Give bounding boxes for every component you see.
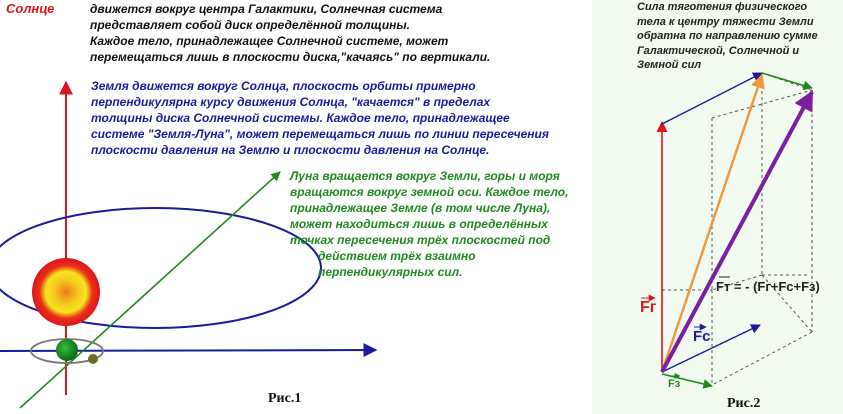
sun-label: Солнце [6, 1, 55, 16]
figure-2-title [637, 0, 818, 73]
text-line: Каждое тело, принадлежащее Солнечной системе, может [90, 34, 449, 48]
resultant-formula: Fт = - (Fг+Fс+Fз) [716, 279, 820, 294]
title-line: Галактической, Солнечной и [637, 44, 800, 57]
moon-disc [88, 354, 98, 364]
text-line: движется вокруг центра Галактики, Солнечная система [90, 2, 443, 16]
text-line: плоскости давления на Землю и плоскости давления на Солнце. [91, 143, 490, 157]
text-line: вращаются вокруг земной оси. Каждое тело, [290, 185, 569, 199]
figure-1-caption: Рис.1 [268, 391, 302, 406]
title-line: тела к центру тяжести Земли [637, 15, 814, 28]
text-line: перпендикулярных сил. [318, 265, 463, 279]
text-block-moon [290, 168, 568, 280]
f-s-label: Fс [693, 328, 711, 345]
text-line: толщины диска Солнечной системы. Каждое тело, принадлежащее [91, 111, 510, 125]
text-line: представляет собой диск определённой толщины. [90, 18, 411, 32]
text-line: принадлежащее Земле (в том числе Луна), [290, 201, 551, 215]
text-line: Луна вращается вокруг Земли, горы и моря [290, 169, 560, 183]
title-line: обратна по направлению сумме [637, 30, 818, 42]
title-line: Сила тяготения физического [637, 1, 808, 13]
text-line: Земля движется вокруг Солнца, плоскость орбиты примерно [91, 79, 476, 93]
text-line: может находиться лишь в определённых [290, 217, 548, 231]
earth-disc [56, 339, 78, 361]
text-line: точках пересечения трёх плоскостей под [290, 233, 551, 247]
text-line: перемещаться лишь в плоскости диска,"качаясь" по вертикали. [90, 50, 491, 64]
f-g-label: Fг [640, 299, 657, 316]
f-z-label: Fз [668, 378, 681, 390]
text-line: действием трёх взаимно [318, 249, 476, 263]
text-line: перпендикулярна курсу движения Солнца, "качается" в пределах [91, 95, 491, 109]
text-line: системе "Земля-Луна", может перемещаться лишь по линии пересечения [91, 127, 549, 141]
sun-disc [32, 258, 100, 326]
figure-2-caption: Рис.2 [727, 396, 761, 411]
title-line: Земной сил [637, 59, 702, 71]
text-block-earth [91, 78, 549, 158]
text-block-solar-system [90, 1, 490, 65]
